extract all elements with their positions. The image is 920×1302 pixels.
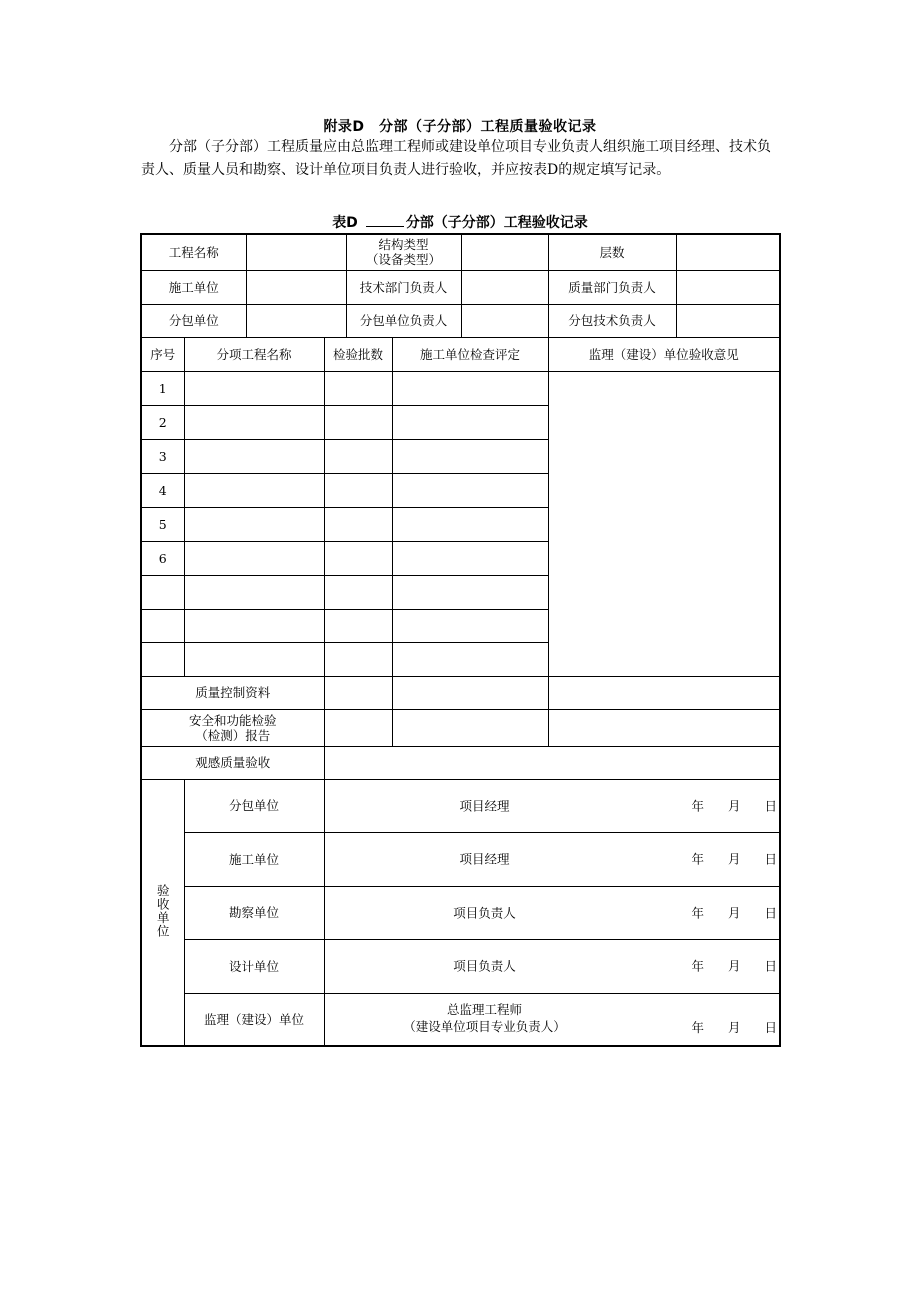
info-row-1 <box>141 234 780 270</box>
acceptance-date <box>692 959 778 974</box>
structure-type-line-1: 结构类型 <box>378 237 429 253</box>
acceptance-unit-name: 勘察单位 <box>184 886 324 939</box>
caption-prefix: 表D <box>332 215 358 231</box>
item-seq: 5 <box>141 507 184 541</box>
quality-head-label: 质量部门负责人 <box>548 270 676 304</box>
batch-count-header: 检验批数 <box>324 337 392 371</box>
acceptance-signature-field[interactable] <box>324 993 780 1046</box>
quality-control-opinion-field[interactable] <box>548 676 780 709</box>
date-month: 月 <box>728 1020 741 1035</box>
tech-head-label: 技术部门负责人 <box>346 270 461 304</box>
item-batch-field[interactable] <box>324 642 392 676</box>
appearance-label: 观感质量验收 <box>141 746 324 779</box>
acceptance-role <box>325 1001 645 1035</box>
acceptance-row <box>141 832 780 886</box>
safety-report-label <box>141 709 324 746</box>
safety-report-opinion-field[interactable] <box>548 709 780 746</box>
acceptance-signature-field[interactable] <box>324 779 780 832</box>
item-name-field[interactable] <box>184 642 324 676</box>
item-name-field[interactable] <box>184 371 324 405</box>
item-check-field[interactable] <box>392 507 548 541</box>
item-batch-field[interactable] <box>324 575 392 609</box>
item-batch-field[interactable] <box>324 405 392 439</box>
item-batch-field[interactable] <box>324 507 392 541</box>
acceptance-unit-name: 设计单位 <box>184 939 324 993</box>
date-day: 日 <box>764 1020 778 1035</box>
item-seq <box>141 609 184 642</box>
item-check-field[interactable] <box>392 473 548 507</box>
item-batch-field[interactable] <box>324 609 392 642</box>
acceptance-signature-field[interactable] <box>324 832 780 886</box>
intro-paragraph: 分部（子分部）工程质量应由总监理工程师或建设单位项目专业负责人组织施工项目经理、技术负责人、质量人员和勘察、设计单位项目负责人进行验收，并应按表D的规定填写记录。 <box>141 139 771 178</box>
appearance-field[interactable] <box>324 746 780 779</box>
item-batch-field[interactable] <box>324 473 392 507</box>
construction-unit-field[interactable] <box>246 270 346 304</box>
acceptance-row <box>141 886 780 939</box>
floors-label: 层数 <box>548 234 676 270</box>
item-seq: 2 <box>141 405 184 439</box>
owner-project-lead-role: （建设单位项目专业负责人） <box>403 1019 566 1034</box>
structure-type-label <box>346 234 461 270</box>
project-name-field[interactable] <box>246 234 346 270</box>
item-batch-field[interactable] <box>324 541 392 575</box>
supervision-opinion-header: 监理（建设）单位验收意见 <box>548 337 780 371</box>
subcontract-tech-head-label: 分包技术负责人 <box>548 304 676 337</box>
acceptance-row <box>141 993 780 1046</box>
acceptance-role: 项目经理 <box>459 851 510 867</box>
acceptance-role: 项目经理 <box>459 798 510 813</box>
subcontract-unit-field[interactable] <box>246 304 346 337</box>
item-name-field[interactable] <box>184 541 324 575</box>
subcontract-unit-label: 分包单位 <box>141 304 246 337</box>
item-name-field[interactable] <box>184 439 324 473</box>
quality-control-count-field[interactable] <box>324 676 392 709</box>
caption-suffix: 分部（子分部）工程验收记录 <box>405 215 588 231</box>
item-check-field[interactable] <box>392 405 548 439</box>
quality-head-field[interactable] <box>676 270 780 304</box>
quality-control-row <box>141 676 780 709</box>
floors-field[interactable] <box>676 234 780 270</box>
structure-type-field[interactable] <box>461 234 548 270</box>
item-name-field[interactable] <box>184 473 324 507</box>
quality-control-check-field[interactable] <box>392 676 548 709</box>
date-year: 年 <box>691 798 705 813</box>
item-check-field[interactable] <box>392 575 548 609</box>
item-seq: 4 <box>141 473 184 507</box>
seq-header: 序号 <box>141 337 184 371</box>
table-caption <box>0 212 920 232</box>
safety-report-line-1: 安全和功能检验 <box>189 712 277 728</box>
date-month: 月 <box>728 851 741 867</box>
date-day: 日 <box>764 798 778 813</box>
item-name-field[interactable] <box>184 575 324 609</box>
item-seq: 3 <box>141 439 184 473</box>
date-day: 日 <box>764 905 778 920</box>
item-check-field[interactable] <box>392 642 548 676</box>
acceptance-date <box>692 852 778 867</box>
acceptance-unit-name: 监理（建设）单位 <box>184 993 324 1046</box>
date-year: 年 <box>691 1020 705 1035</box>
sub-item-name-header: 分项工程名称 <box>184 337 324 371</box>
structure-type-line-2: （设备类型） <box>366 252 442 268</box>
subcontract-head-label: 分包单位负责人 <box>346 304 461 337</box>
acceptance-row <box>141 939 780 993</box>
item-check-field[interactable] <box>392 609 548 642</box>
items-header-row <box>141 337 780 371</box>
supervision-opinion-field[interactable] <box>548 371 780 676</box>
date-month: 月 <box>728 798 741 813</box>
acceptance-record-table <box>140 233 781 1047</box>
acceptance-signature-field[interactable] <box>324 939 780 993</box>
caption-blank-line[interactable] <box>366 214 404 227</box>
date-day: 日 <box>764 958 778 974</box>
item-seq <box>141 642 184 676</box>
acceptance-role: 项目负责人 <box>453 958 516 974</box>
project-name-label: 工程名称 <box>141 234 246 270</box>
item-check-field[interactable] <box>392 439 548 473</box>
safety-report-count-field[interactable] <box>324 709 392 746</box>
date-month: 月 <box>728 905 741 920</box>
info-row-2 <box>141 270 780 304</box>
item-seq <box>141 575 184 609</box>
item-name-field[interactable] <box>184 609 324 642</box>
info-row-3 <box>141 304 780 337</box>
acceptance-date <box>692 905 778 920</box>
item-check-field[interactable] <box>392 541 548 575</box>
acceptance-date <box>692 1020 778 1035</box>
item-row <box>141 371 780 405</box>
item-check-field[interactable] <box>392 371 548 405</box>
page-heading: 附录D 分部（子分部）工程质量验收记录 <box>323 119 597 135</box>
item-name-field[interactable] <box>184 507 324 541</box>
safety-report-check-field[interactable] <box>392 709 548 746</box>
construction-check-header: 施工单位检查评定 <box>392 337 548 371</box>
date-month: 月 <box>728 958 741 974</box>
quality-control-label: 质量控制资料 <box>141 676 324 709</box>
acceptance-unit-label <box>141 779 184 1046</box>
acceptance-unit-name: 施工单位 <box>184 832 324 886</box>
acceptance-unit-name: 分包单位 <box>184 779 324 832</box>
date-day: 日 <box>764 851 778 867</box>
tech-head-field[interactable] <box>461 270 548 304</box>
acceptance-date <box>692 798 778 813</box>
appearance-row <box>141 746 780 779</box>
item-name-field[interactable] <box>184 405 324 439</box>
acceptance-role: 项目负责人 <box>453 905 516 920</box>
acceptance-signature-field[interactable] <box>324 886 780 939</box>
construction-unit-label: 施工单位 <box>141 270 246 304</box>
item-batch-field[interactable] <box>324 371 392 405</box>
item-seq: 1 <box>141 371 184 405</box>
date-year: 年 <box>691 905 705 920</box>
chief-supervisor-role: 总监理工程师 <box>447 1002 523 1017</box>
item-seq: 6 <box>141 541 184 575</box>
subcontract-head-field[interactable] <box>461 304 548 337</box>
safety-report-line-2: （检测）报告 <box>195 727 271 743</box>
acceptance-unit-text: 验收单位 <box>155 883 171 938</box>
item-batch-field[interactable] <box>324 439 392 473</box>
subcontract-tech-head-field[interactable] <box>676 304 780 337</box>
date-year: 年 <box>691 958 705 974</box>
safety-report-row <box>141 709 780 746</box>
acceptance-row <box>141 779 780 832</box>
date-year: 年 <box>691 851 705 867</box>
